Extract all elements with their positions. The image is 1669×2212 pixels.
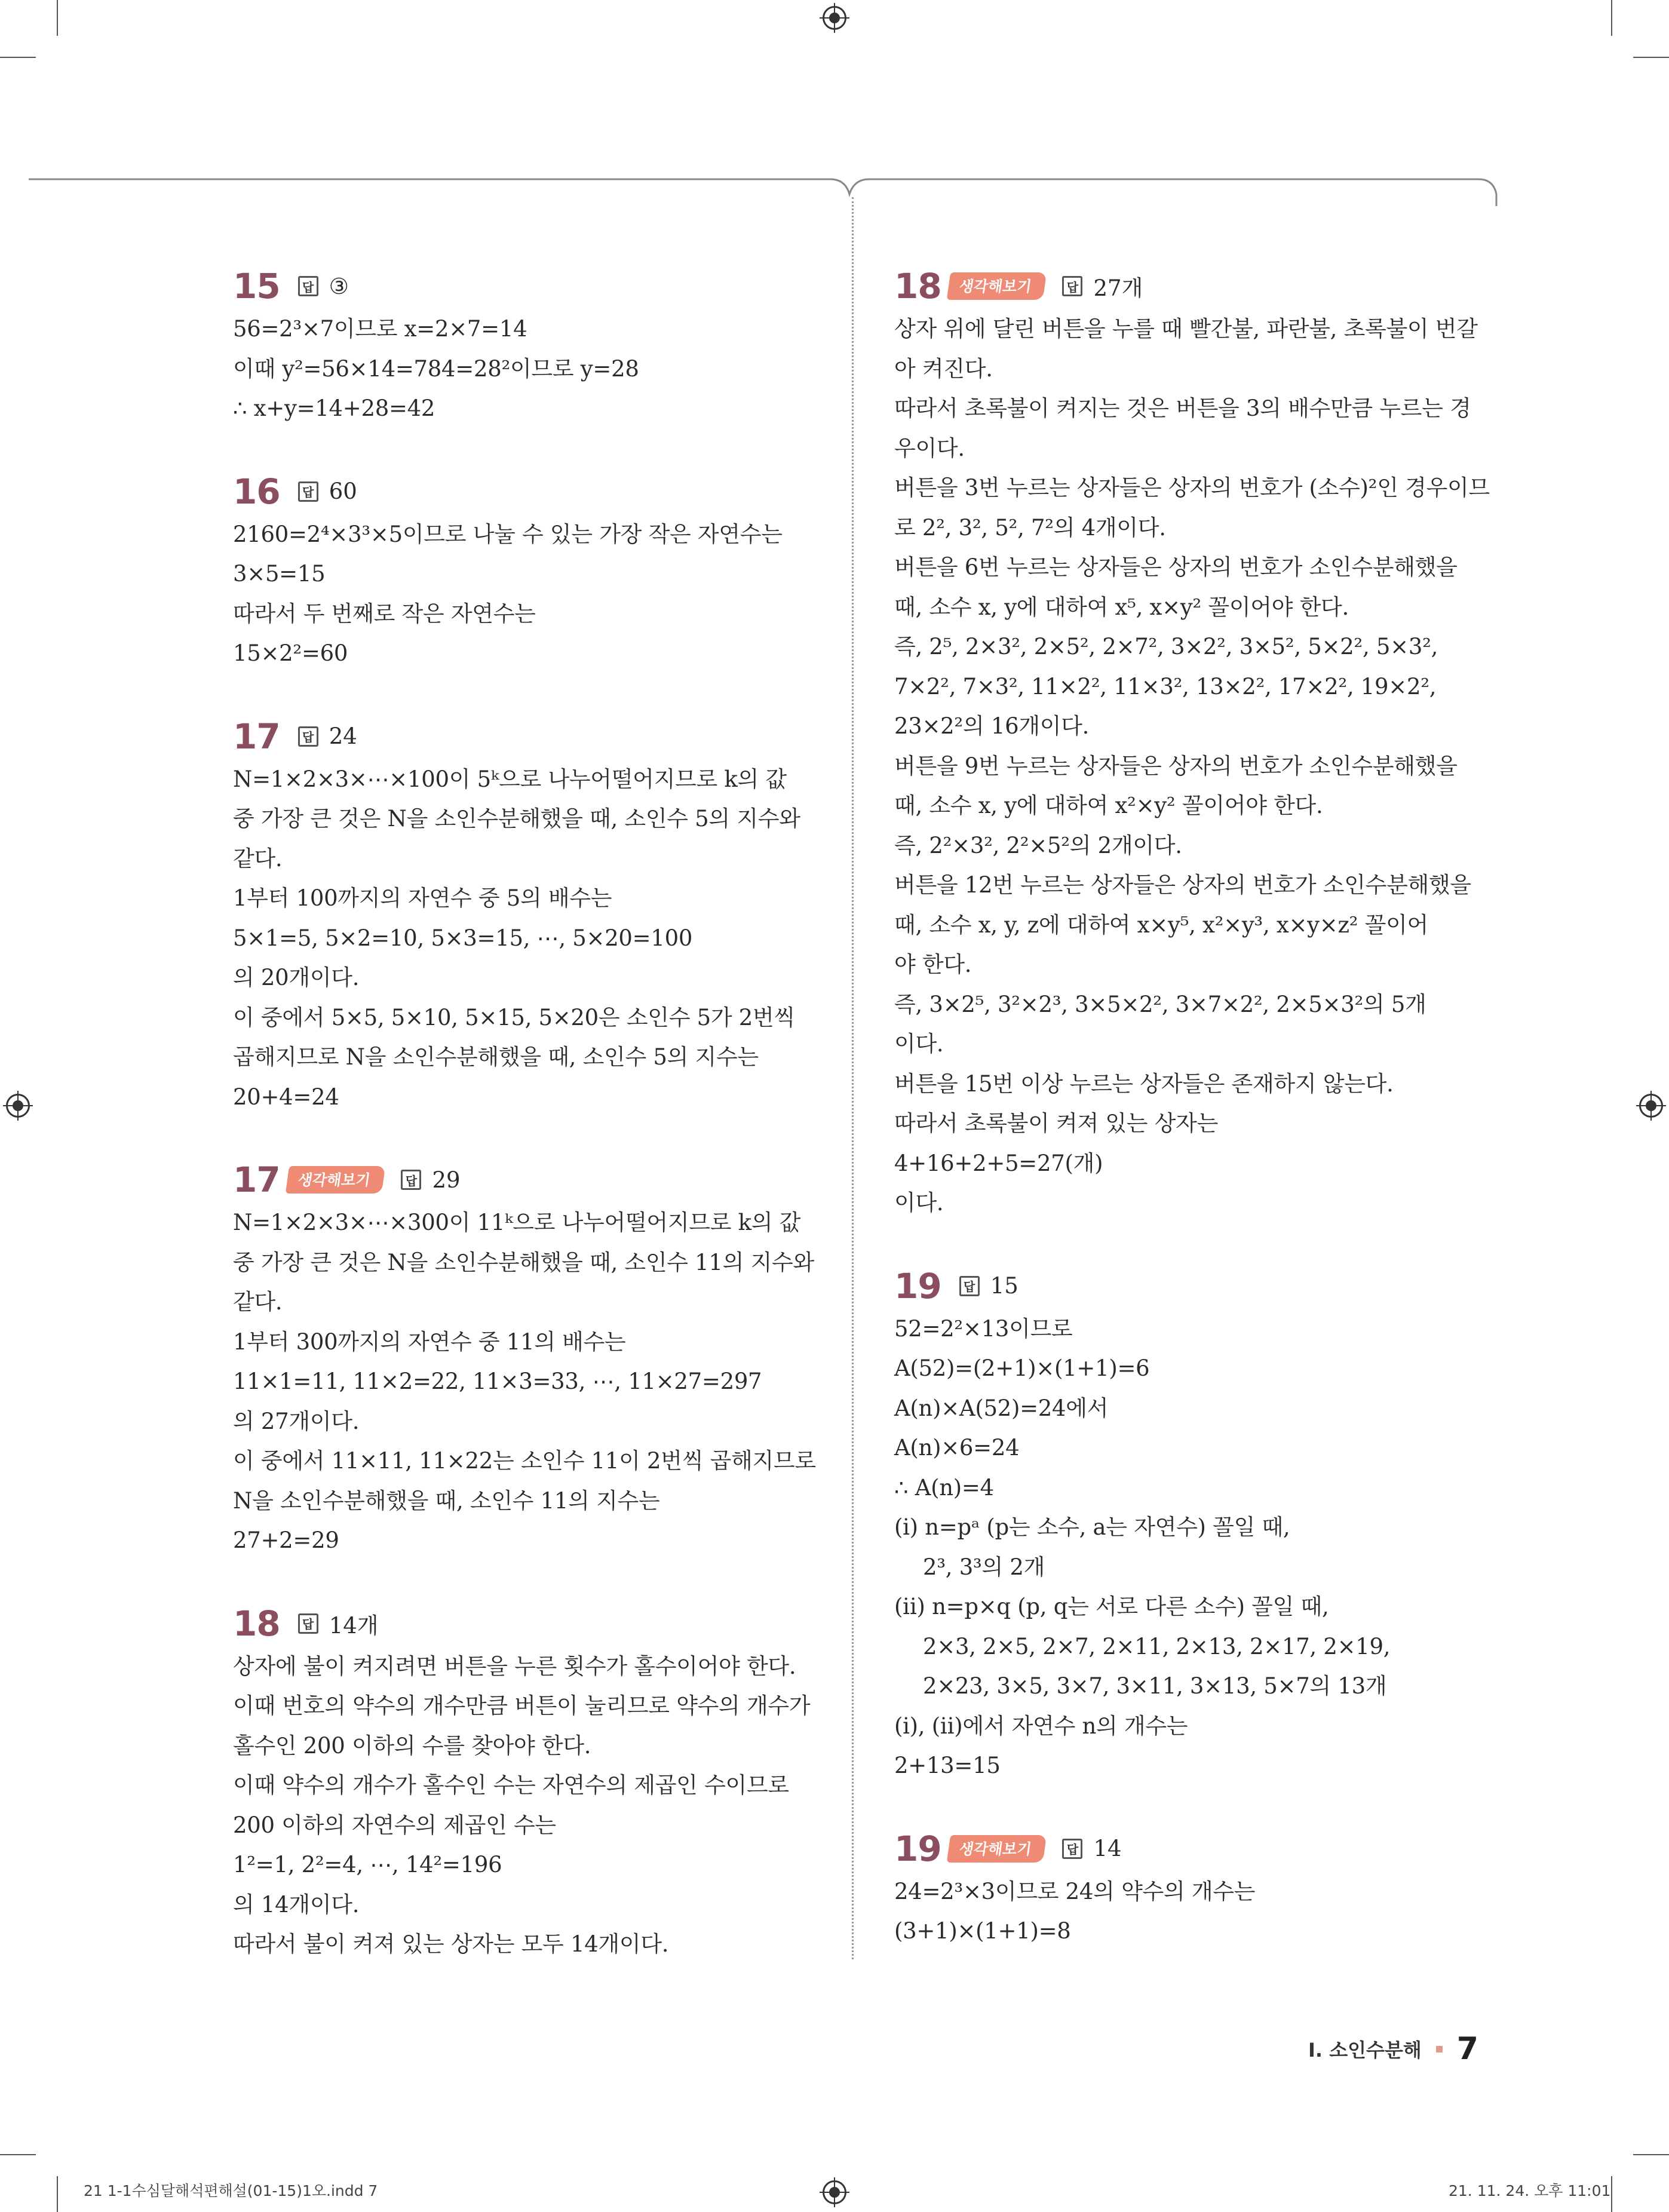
solution-line: 7×2², 7×3², 11×2², 11×3², 13×2², 17×2², 19×2², bbox=[894, 673, 1437, 700]
solution-line: 2×3, 2×5, 2×7, 2×11, 2×13, 2×17, 2×19, bbox=[923, 1633, 1391, 1659]
answer-icon: 답 bbox=[401, 1170, 421, 1190]
solution-line: N을 소인수분해했을 때, 소인수 11의 지수는 bbox=[233, 1487, 660, 1514]
solution-section bbox=[233, 468, 836, 674]
solution-line: 이 중에서 5×5, 5×10, 5×15, 5×20은 소인수 5가 2번씩 bbox=[233, 1004, 795, 1030]
solution-line: 이 중에서 11×11, 11×22는 소인수 11이 2번씩 곱해지므로 bbox=[233, 1448, 816, 1474]
solution-section bbox=[894, 263, 1498, 1223]
problem-number: 17 bbox=[233, 1159, 280, 1200]
problem-number: 15 bbox=[233, 266, 280, 306]
solution-line: 2³, 3³의 2개 bbox=[923, 1554, 1045, 1580]
answer-icon: 답 bbox=[959, 1276, 980, 1296]
registration-mark bbox=[1639, 1094, 1663, 1118]
solution-line: 2×23, 3×5, 3×7, 3×11, 3×13, 5×7의 13개 bbox=[923, 1673, 1387, 1699]
solution-line: 11×1=11, 11×2=22, 11×3=33, ⋯, 11×27=297 bbox=[233, 1369, 762, 1394]
registration-mark bbox=[823, 6, 846, 30]
solution-line: A(n)×A(52)=24에서 bbox=[894, 1395, 1109, 1421]
solution-line: 20+4=24 bbox=[233, 1084, 339, 1110]
column-divider bbox=[852, 197, 854, 1959]
solution-header bbox=[894, 263, 1498, 309]
answer-icon: 답 bbox=[298, 481, 318, 502]
solution-line: 1부터 100까지의 자연수 중 5의 배수는 bbox=[233, 885, 612, 911]
footer-section-title: Ⅰ. 소인수분해 bbox=[1308, 2039, 1422, 2061]
solution-line: 5×1=5, 5×2=10, 5×3=15, ⋯, 5×20=100 bbox=[233, 925, 693, 951]
problem-number: 19 bbox=[894, 1265, 941, 1306]
solution-line: 버튼을 3번 누르는 상자들은 상자의 번호가 (소수)²인 경우이므 bbox=[894, 475, 1490, 501]
problem-number: 18 bbox=[233, 1603, 280, 1644]
crop-mark bbox=[57, 0, 58, 36]
solution-line: 의 27개이다. bbox=[233, 1408, 360, 1434]
solution-line: ∴ A(n)=4 bbox=[894, 1474, 994, 1501]
solution-line: 즉, 2⁵, 2×3², 2×5², 2×7², 3×2², 3×5², 5×2², 5×3², bbox=[894, 634, 1438, 659]
slug-file: 21 1-1수심달해석편해설(01-15)1오.indd 7 bbox=[84, 2182, 378, 2199]
solution-line: 이때 y²=56×14=784=28²이므로 y=28 bbox=[233, 355, 639, 382]
solution-line: 23×2²의 16개이다. bbox=[894, 713, 1090, 739]
page-footer bbox=[1308, 2031, 1478, 2067]
answer-value: 29 bbox=[432, 1167, 461, 1193]
registration-mark bbox=[823, 2180, 846, 2204]
solution-line: (ⅰ), (ⅱ)에서 자연수 n의 개수는 bbox=[894, 1713, 1188, 1739]
solution-line: 즉, 3×2⁵, 3²×2³, 3×5×2², 3×7×2², 2×5×3²의 5개 bbox=[894, 991, 1426, 1017]
solution-line: 15×2²=60 bbox=[233, 640, 348, 666]
solution-line: (ⅰ) n=pᵃ (p는 소수, a는 자연수) 꼴일 때, bbox=[894, 1514, 1290, 1540]
solution-section bbox=[233, 1600, 836, 1965]
solution-line: 상자에 불이 켜지려면 버튼을 누른 횟수가 홀수이어야 한다. bbox=[233, 1653, 796, 1679]
crop-mark bbox=[1611, 2176, 1612, 2212]
solution-line: 버튼을 15번 이상 누르는 상자들은 존재하지 않는다. bbox=[894, 1070, 1394, 1097]
solution-line: 즉, 2²×3², 2²×5²의 2개이다. bbox=[894, 832, 1182, 858]
solution-line: 중 가장 큰 것은 N을 소인수분해했을 때, 소인수 5의 지수와 bbox=[233, 806, 800, 832]
thinking-badge: 생각해보기 bbox=[946, 1835, 1046, 1863]
problem-number: 16 bbox=[233, 471, 280, 512]
solution-line: 버튼을 12번 누르는 상자들은 상자의 번호가 소인수분해했을 bbox=[894, 872, 1471, 898]
answer-value: 27개 bbox=[1093, 275, 1143, 301]
solution-line: (ⅱ) n=p×q (p, q는 서로 다른 소수) 꼴일 때, bbox=[894, 1594, 1329, 1619]
solution-line: 4+16+2+5=27(개) bbox=[894, 1150, 1103, 1176]
solution-line: 52=2²×13이므로 bbox=[894, 1315, 1073, 1342]
solution-line: 따라서 불이 켜져 있는 상자는 모두 14개이다. bbox=[233, 1931, 669, 1957]
solution-line: 따라서 두 번째로 작은 자연수는 bbox=[233, 600, 536, 627]
answer-value: ③ bbox=[329, 273, 349, 299]
solution-line: 때, 소수 x, y, z에 대하여 x×y⁵, x²×y³, x×y×z² 꼴이어 bbox=[894, 912, 1428, 938]
crop-mark bbox=[1633, 2154, 1669, 2155]
problem-number: 18 bbox=[894, 266, 941, 306]
answer-value: 15 bbox=[990, 1273, 1018, 1299]
problem-number: 19 bbox=[894, 1828, 941, 1869]
page-number: 7 bbox=[1456, 2031, 1478, 2067]
right-column bbox=[894, 263, 1498, 1991]
answer-value: 24 bbox=[329, 723, 357, 749]
solution-line: 이때 번호의 약수의 개수만큼 버튼이 눌리므로 약수의 개수가 bbox=[233, 1693, 811, 1719]
thinking-badge: 생각해보기 bbox=[946, 272, 1046, 300]
solution-header bbox=[233, 713, 836, 760]
solution-line: 아 켜진다. bbox=[894, 355, 993, 382]
solution-line: 따라서 초록불이 켜져 있는 상자는 bbox=[894, 1110, 1219, 1136]
solution-line: 중 가장 큰 것은 N을 소인수분해했을 때, 소인수 11의 지수와 bbox=[233, 1249, 814, 1275]
answer-icon: 답 bbox=[1062, 276, 1082, 296]
answer-icon: 답 bbox=[1062, 1839, 1082, 1859]
answer-icon: 답 bbox=[298, 1613, 318, 1634]
solution-header bbox=[894, 1263, 1498, 1309]
crop-mark bbox=[0, 57, 36, 58]
solution-section bbox=[894, 1263, 1498, 1786]
solution-line: 2160=2⁴×3³×5이므로 나눌 수 있는 가장 작은 자연수는 bbox=[233, 521, 783, 547]
solution-header bbox=[233, 1156, 836, 1203]
solution-line: A(52)=(2+1)×(1+1)=6 bbox=[894, 1355, 1150, 1381]
solution-line: N=1×2×3×⋯×300이 11ᵏ으로 나누어떨어지므로 k의 값 bbox=[233, 1210, 801, 1235]
solution-section bbox=[233, 713, 836, 1118]
solution-line: 로 2², 3², 5², 7²의 4개이다. bbox=[894, 514, 1166, 541]
solution-line: 때, 소수 x, y에 대하여 x²×y² 꼴이어야 한다. bbox=[894, 793, 1323, 818]
crop-mark bbox=[1633, 57, 1669, 58]
answer-value: 14 bbox=[1093, 1836, 1122, 1861]
slug-timestamp: 21. 11. 24. 오후 11:01 bbox=[1449, 2182, 1611, 2199]
thinking-badge: 생각해보기 bbox=[285, 1166, 385, 1194]
solution-line: 우이다. bbox=[894, 435, 965, 461]
solution-line: 같다. bbox=[233, 1289, 283, 1315]
solution-line: 야 한다. bbox=[894, 952, 972, 977]
solution-line: 27+2=29 bbox=[233, 1527, 339, 1553]
solution-line: 버튼을 6번 누르는 상자들은 상자의 번호가 소인수분해했을 bbox=[894, 554, 1458, 580]
solution-line: 이다. bbox=[894, 1031, 944, 1057]
solution-line: A(n)×6=24 bbox=[894, 1435, 1020, 1461]
solution-line: 이때 약수의 개수가 홀수인 수는 자연수의 제곱인 수이므로 bbox=[233, 1772, 789, 1798]
solution-line: 200 이하의 자연수의 제곱인 수는 bbox=[233, 1812, 556, 1838]
answer-value: 14개 bbox=[329, 1612, 379, 1639]
answer-value: 60 bbox=[329, 478, 357, 504]
solution-line: 3×5=15 bbox=[233, 561, 326, 587]
solution-line: 1²=1, 2²=4, ⋯, 14²=196 bbox=[233, 1852, 502, 1877]
solution-section bbox=[233, 263, 836, 429]
solution-line: N=1×2×3×⋯×100이 5ᵏ으로 나누어떨어지므로 k의 값 bbox=[233, 766, 787, 792]
solution-line: (3+1)×(1+1)=8 bbox=[894, 1918, 1071, 1944]
solution-header bbox=[233, 468, 836, 515]
solution-line: ∴ x+y=14+28=42 bbox=[233, 395, 435, 421]
solution-header bbox=[233, 1600, 836, 1647]
solution-line: 홀수인 200 이하의 수를 찾아야 한다. bbox=[233, 1732, 591, 1759]
footer-square-icon bbox=[1436, 2046, 1443, 2053]
solution-line: 2+13=15 bbox=[894, 1753, 1001, 1778]
solution-line: 1부터 300까지의 자연수 중 11의 배수는 bbox=[233, 1329, 626, 1355]
crop-mark bbox=[57, 2176, 58, 2212]
answer-icon: 답 bbox=[298, 726, 318, 747]
crop-mark bbox=[1611, 0, 1612, 36]
solution-line: 이다. bbox=[894, 1190, 944, 1216]
solution-line: 상자 위에 달린 버튼을 누를 때 빨간불, 파란불, 초록불이 번갈 bbox=[894, 316, 1478, 342]
answer-icon: 답 bbox=[298, 276, 318, 296]
solution-line: 의 20개이다. bbox=[233, 965, 360, 990]
solution-header bbox=[894, 1826, 1498, 1872]
crop-mark bbox=[0, 2154, 36, 2155]
solution-line: 56=2³×7이므로 x=2×7=14 bbox=[233, 316, 527, 342]
solution-line: 곱해지므로 N을 소인수분해했을 때, 소인수 5의 지수는 bbox=[233, 1044, 759, 1070]
registration-mark bbox=[6, 1094, 30, 1118]
solution-line: 24=2³×3이므로 24의 약수의 개수는 bbox=[894, 1878, 1256, 1904]
solution-line: 따라서 초록불이 켜지는 것은 버튼을 3의 배수만큼 누르는 경 bbox=[894, 395, 1471, 421]
solution-section bbox=[233, 1156, 836, 1561]
left-column bbox=[233, 263, 836, 2004]
solution-header bbox=[233, 263, 836, 309]
solution-line: 때, 소수 x, y에 대하여 x⁵, x×y² 꼴이어야 한다. bbox=[894, 594, 1349, 620]
problem-number: 17 bbox=[233, 716, 280, 757]
solution-section bbox=[894, 1826, 1498, 1952]
solution-line: 같다. bbox=[233, 845, 283, 872]
solution-line: 버튼을 9번 누르는 상자들은 상자의 번호가 소인수분해했을 bbox=[894, 753, 1458, 779]
solution-line: 의 14개이다. bbox=[233, 1891, 360, 1918]
